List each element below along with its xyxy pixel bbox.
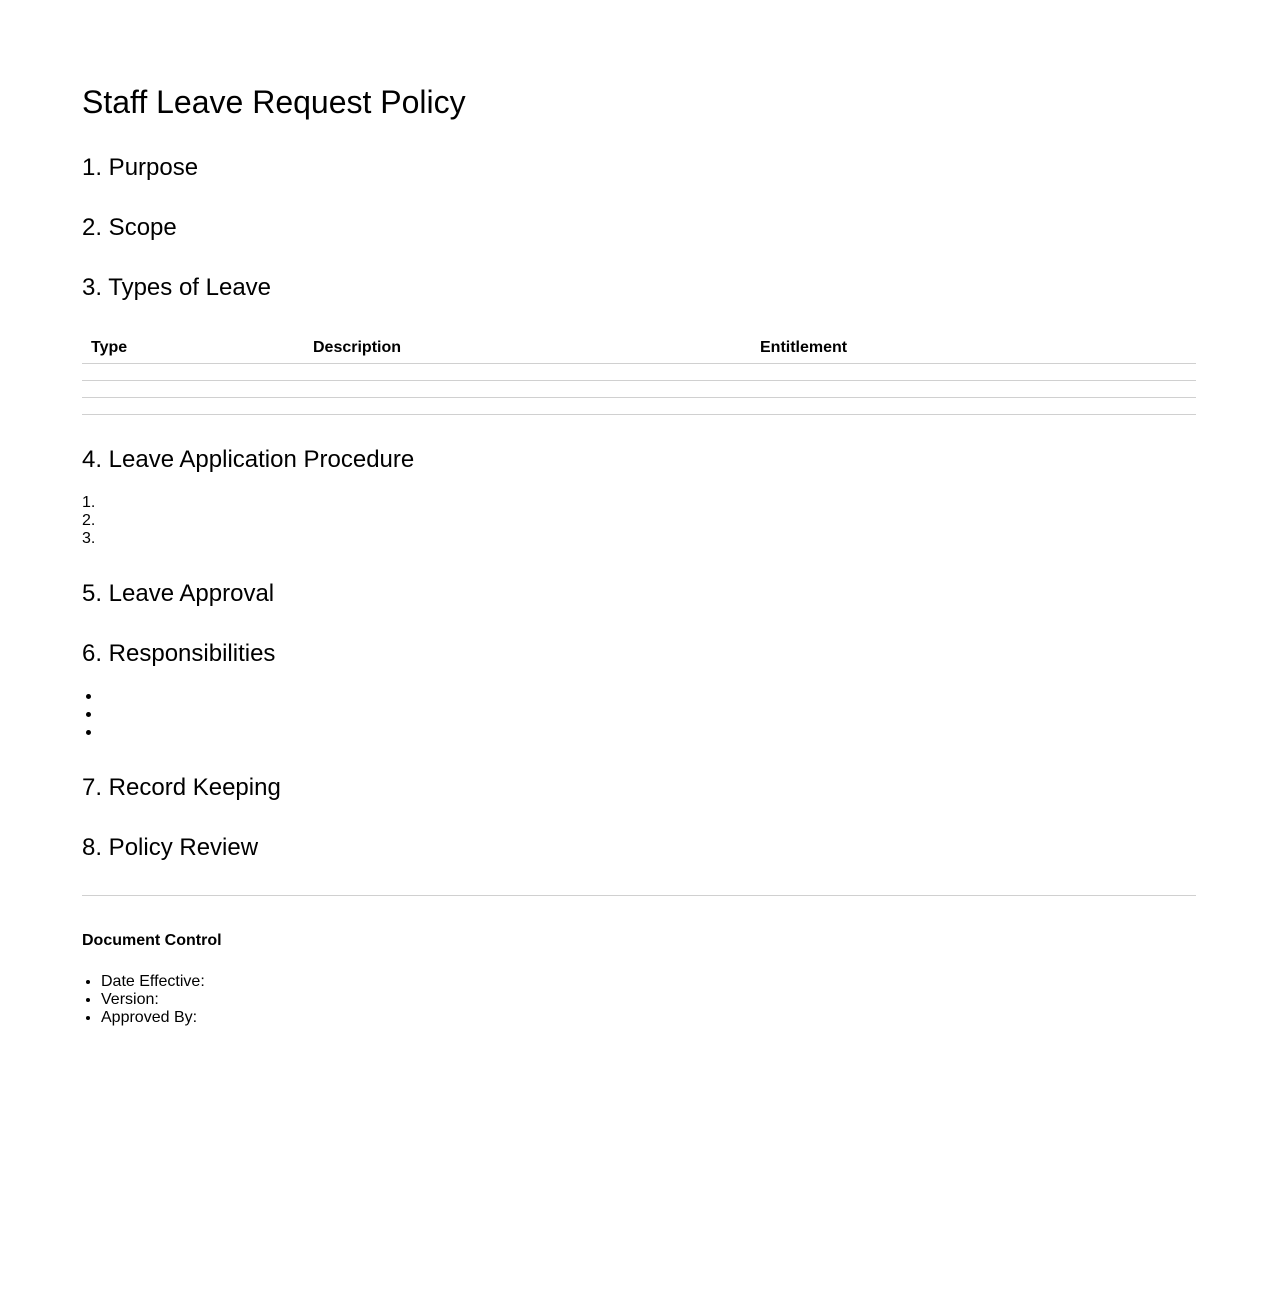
list-item <box>82 688 1196 706</box>
procedure-steps-list <box>82 494 1196 548</box>
document-control-version: • Version: <box>101 991 1196 1009</box>
table-cell <box>82 364 304 381</box>
section-heading-policy-review: 8. Policy Review <box>82 834 259 861</box>
table-row <box>82 364 1196 381</box>
table-cell <box>82 398 304 415</box>
list-item <box>82 724 1196 742</box>
page-title: Staff Leave Request Policy <box>82 84 466 120</box>
table-cell <box>751 381 1196 398</box>
list-item: 1. <box>82 494 96 511</box>
column-header-entitlement: Entitlement <box>751 333 1196 364</box>
list-item: 2. <box>82 512 96 529</box>
document-control-date-effective: • Date Effective: <box>101 973 1196 991</box>
section-heading-approval: 5. Leave Approval <box>82 580 275 607</box>
document-control-list <box>82 973 1196 1027</box>
table-cell <box>304 364 751 381</box>
column-header-description: Description <box>304 333 751 364</box>
section-heading-procedure: 4. Leave Application Procedure <box>82 446 415 473</box>
document-control-heading: Document Control <box>82 932 222 949</box>
table-cell <box>82 381 304 398</box>
table-row <box>82 398 1196 415</box>
section-heading-record-keeping: 7. Record Keeping <box>82 774 281 801</box>
table-cell <box>304 398 751 415</box>
responsibilities-list <box>82 688 1196 742</box>
column-header-type: Type <box>82 333 304 364</box>
list-item: 3. <box>82 530 96 547</box>
table-row <box>82 381 1196 398</box>
section-heading-purpose: 1. Purpose <box>82 154 199 181</box>
table-header-row <box>82 333 1196 364</box>
section-heading-types-of-leave: 3. Types of Leave <box>82 274 272 301</box>
table-cell <box>304 381 751 398</box>
document-control-approved-by: • Approved By: <box>101 1009 1196 1027</box>
section-heading-scope: 2. Scope <box>82 214 177 241</box>
table-cell <box>751 398 1196 415</box>
section-heading-responsibilities: 6. Responsibilities <box>82 640 276 667</box>
list-item <box>82 706 1196 724</box>
section-divider <box>82 895 1196 896</box>
leave-types-table <box>82 333 1196 415</box>
table-cell <box>751 364 1196 381</box>
